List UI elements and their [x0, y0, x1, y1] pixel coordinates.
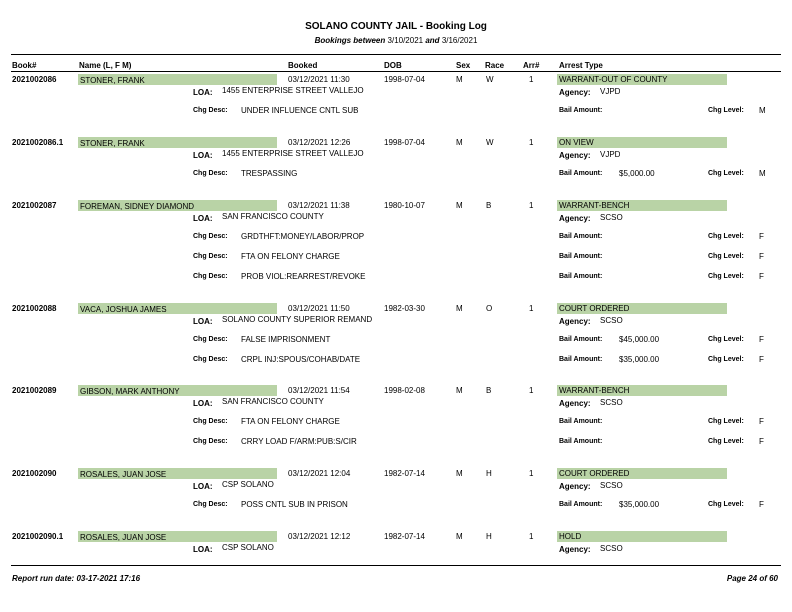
bail-amount-label: Bail Amount: [559, 273, 603, 280]
arrest-number: 1 [529, 201, 534, 210]
booked-datetime: 03/12/2021 11:30 [288, 75, 350, 84]
agency-value: SCSO [600, 213, 623, 222]
loa-value: SOLANO COUNTY SUPERIOR REMAND [222, 315, 373, 324]
date-of-birth: 1982-07-14 [384, 532, 425, 541]
booked-datetime: 03/12/2021 11:38 [288, 201, 350, 210]
loa-label: LOA: [193, 88, 213, 97]
chg-level-label: Chg Level: [708, 438, 744, 445]
agency-value: SCSO [600, 398, 623, 407]
loa-value: CSP SOLANO [222, 543, 274, 552]
booking-number: 2021002090 [12, 469, 57, 478]
chg-desc-label: Chg Desc: [193, 253, 228, 260]
booked-datetime: 03/12/2021 12:26 [288, 138, 351, 147]
arrest-number: 1 [529, 304, 534, 313]
loa-label: LOA: [193, 482, 213, 491]
sex: M [456, 304, 463, 313]
footer-rule [11, 565, 781, 566]
loa-label: LOA: [193, 214, 213, 223]
subtitle-prefix: Bookings between [314, 36, 386, 45]
charge-level: M [759, 106, 766, 115]
race: H [486, 532, 492, 541]
page-number: Page 24 of 60 [726, 574, 778, 583]
arrest-number: 1 [529, 138, 534, 147]
agency-label: Agency: [559, 399, 591, 408]
charge-description: CRRY LOAD F/ARM:PUB:S/CIR [241, 437, 357, 446]
chg-desc-label: Chg Desc: [193, 273, 228, 280]
chg-level-label: Chg Level: [708, 273, 744, 280]
bail-amount: $35,000.00 [619, 500, 660, 509]
agency-value: VJPD [600, 87, 621, 96]
chg-level-label: Chg Level: [708, 107, 744, 114]
chg-desc-label: Chg Desc: [193, 107, 228, 114]
agency-value: SCSO [600, 316, 623, 325]
chg-level-label: Chg Level: [708, 253, 744, 260]
chg-desc-label: Chg Desc: [193, 233, 228, 240]
chg-desc-label: Chg Desc: [193, 438, 228, 445]
loa-value: 1455 ENTERPRISE STREET VALLEJO [222, 149, 364, 158]
sex: M [456, 532, 463, 541]
booking-number: 2021002089 [12, 386, 57, 395]
booked-datetime: 03/12/2021 11:54 [288, 386, 350, 395]
inmate-name: ROSALES, JUAN JOSE [80, 533, 167, 542]
charge-level: F [759, 232, 764, 241]
arrest-number: 1 [529, 75, 534, 84]
chg-level-label: Chg Level: [708, 418, 744, 425]
charge-description: FTA ON FELONY CHARGE [241, 417, 340, 426]
race: B [486, 386, 492, 395]
booking-number: 2021002086 [12, 75, 57, 84]
report-subtitle [0, 36, 792, 45]
header-rule-top [11, 54, 781, 55]
bail-amount-label: Bail Amount: [559, 253, 603, 260]
charge-level: M [759, 169, 766, 178]
date-of-birth: 1982-03-30 [384, 304, 425, 313]
subtitle-and: and [425, 36, 440, 45]
booked-datetime: 03/12/2021 12:12 [288, 532, 351, 541]
agency-value: SCSO [600, 544, 623, 553]
agency-label: Agency: [559, 545, 591, 554]
bail-amount-label: Bail Amount: [559, 438, 603, 445]
col-header-name: Name (L, F M) [79, 61, 132, 70]
col-header-arr: Arr# [523, 61, 540, 70]
header-rule-bottom [11, 71, 781, 72]
inmate-name: FOREMAN, SIDNEY DIAMOND [80, 202, 195, 211]
chg-desc-label: Chg Desc: [193, 170, 228, 177]
loa-value: SAN FRANCISCO COUNTY [222, 397, 324, 406]
charge-level: F [759, 500, 764, 509]
arrest-type: COURT ORDERED [559, 304, 630, 313]
arrest-type-highlight [557, 531, 727, 542]
chg-level-label: Chg Level: [708, 233, 744, 240]
date-of-birth: 1982-07-14 [384, 469, 425, 478]
arrest-type: WARRANT-BENCH [559, 201, 630, 210]
charge-description: PROB VIOL:REARREST/REVOKE [241, 272, 366, 281]
booked-datetime: 03/12/2021 12:04 [288, 469, 351, 478]
date-of-birth: 1998-07-04 [384, 75, 425, 84]
booking-number: 2021002086.1 [12, 138, 64, 147]
chg-level-label: Chg Level: [708, 336, 744, 343]
chg-desc-label: Chg Desc: [193, 501, 228, 508]
charge-description: CRPL INJ:SPOUS/COHAB/DATE [241, 355, 361, 364]
charge-level: F [759, 437, 764, 446]
inmate-name: STONER, FRANK [80, 76, 145, 85]
inmate-name: GIBSON, MARK ANTHONY [80, 387, 180, 396]
chg-level-label: Chg Level: [708, 356, 744, 363]
bail-amount-label: Bail Amount: [559, 233, 603, 240]
inmate-name: ROSALES, JUAN JOSE [80, 470, 167, 479]
loa-label: LOA: [193, 317, 213, 326]
col-header-booked: Booked [288, 61, 318, 70]
agency-label: Agency: [559, 151, 591, 160]
bail-amount: $45,000.00 [619, 335, 660, 344]
bail-amount-label: Bail Amount: [559, 170, 603, 177]
chg-desc-label: Chg Desc: [193, 356, 228, 363]
date-of-birth: 1998-07-04 [384, 138, 425, 147]
sex: M [456, 75, 463, 84]
arrest-number: 1 [529, 386, 534, 395]
bail-amount-label: Bail Amount: [559, 418, 603, 425]
loa-value: SAN FRANCISCO COUNTY [222, 212, 324, 221]
chg-level-label: Chg Level: [708, 501, 744, 508]
charge-level: F [759, 417, 764, 426]
booking-number: 2021002090.1 [12, 532, 64, 541]
loa-label: LOA: [193, 151, 213, 160]
race: O [486, 304, 493, 313]
agency-label: Agency: [559, 214, 591, 223]
charge-description: TRESPASSING [241, 169, 298, 178]
race: W [486, 75, 494, 84]
charge-level: F [759, 272, 764, 281]
booking-number: 2021002087 [12, 201, 57, 210]
charge-description: FALSE IMPRISONMENT [241, 335, 331, 344]
arrest-type: WARRANT-OUT OF COUNTY [559, 75, 668, 84]
loa-value: 1455 ENTERPRISE STREET VALLEJO [222, 86, 364, 95]
agency-value: VJPD [600, 150, 621, 159]
arrest-number: 1 [529, 469, 534, 478]
booking-number: 2021002088 [12, 304, 57, 313]
loa-label: LOA: [193, 399, 213, 408]
sex: M [456, 138, 463, 147]
charge-level: F [759, 252, 764, 261]
arrest-type: HOLD [559, 532, 582, 541]
arrest-type: COURT ORDERED [559, 469, 630, 478]
booked-datetime: 03/12/2021 11:50 [288, 304, 350, 313]
date-of-birth: 1998-02-08 [384, 386, 425, 395]
loa-label: LOA: [193, 545, 213, 554]
bail-amount-label: Bail Amount: [559, 336, 603, 343]
chg-level-label: Chg Level: [708, 170, 744, 177]
sex: M [456, 469, 463, 478]
sex: M [456, 386, 463, 395]
bail-amount-label: Bail Amount: [559, 107, 603, 114]
report-title: SOLANO COUNTY JAIL - Booking Log [305, 21, 487, 32]
col-header-dob: DOB [384, 61, 402, 70]
col-header-arrest-type: Arrest Type [559, 61, 603, 70]
charge-level: F [759, 355, 764, 364]
bail-amount: $5,000.00 [619, 169, 655, 178]
inmate-name: VACA, JOSHUA JAMES [80, 305, 167, 314]
agency-label: Agency: [559, 482, 591, 491]
race: H [486, 469, 492, 478]
charge-description: POSS CNTL SUB IN PRISON [241, 500, 348, 509]
date-of-birth: 1980-10-07 [384, 201, 425, 210]
bail-amount: $35,000.00 [619, 355, 660, 364]
inmate-name: STONER, FRANK [80, 139, 145, 148]
race: W [486, 138, 494, 147]
bail-amount-label: Bail Amount: [559, 356, 603, 363]
arrest-number: 1 [529, 532, 534, 541]
race: B [486, 201, 492, 210]
charge-description: UNDER INFLUENCE CNTL SUB [241, 106, 359, 115]
agency-value: SCSO [600, 481, 623, 490]
col-header-sex: Sex [456, 61, 471, 70]
agency-label: Agency: [559, 317, 591, 326]
agency-label: Agency: [559, 88, 591, 97]
charge-description: FTA ON FELONY CHARGE [241, 252, 340, 261]
charge-description: GRDTHFT:MONEY/LABOR/PROP [241, 232, 365, 241]
arrest-type: WARRANT-BENCH [559, 386, 630, 395]
start-date: 3/10/2021 [387, 36, 424, 45]
arrest-type: ON VIEW [559, 138, 594, 147]
sex: M [456, 201, 463, 210]
loa-value: CSP SOLANO [222, 480, 274, 489]
col-header-book: Book# [12, 61, 37, 70]
report-run-date: Report run date: 03-17-2021 17:16 [12, 574, 141, 583]
col-header-race: Race [485, 61, 505, 70]
chg-desc-label: Chg Desc: [193, 418, 228, 425]
chg-desc-label: Chg Desc: [193, 336, 228, 343]
end-date: 3/16/2021 [441, 36, 478, 45]
bail-amount-label: Bail Amount: [559, 501, 603, 508]
charge-level: F [759, 335, 764, 344]
